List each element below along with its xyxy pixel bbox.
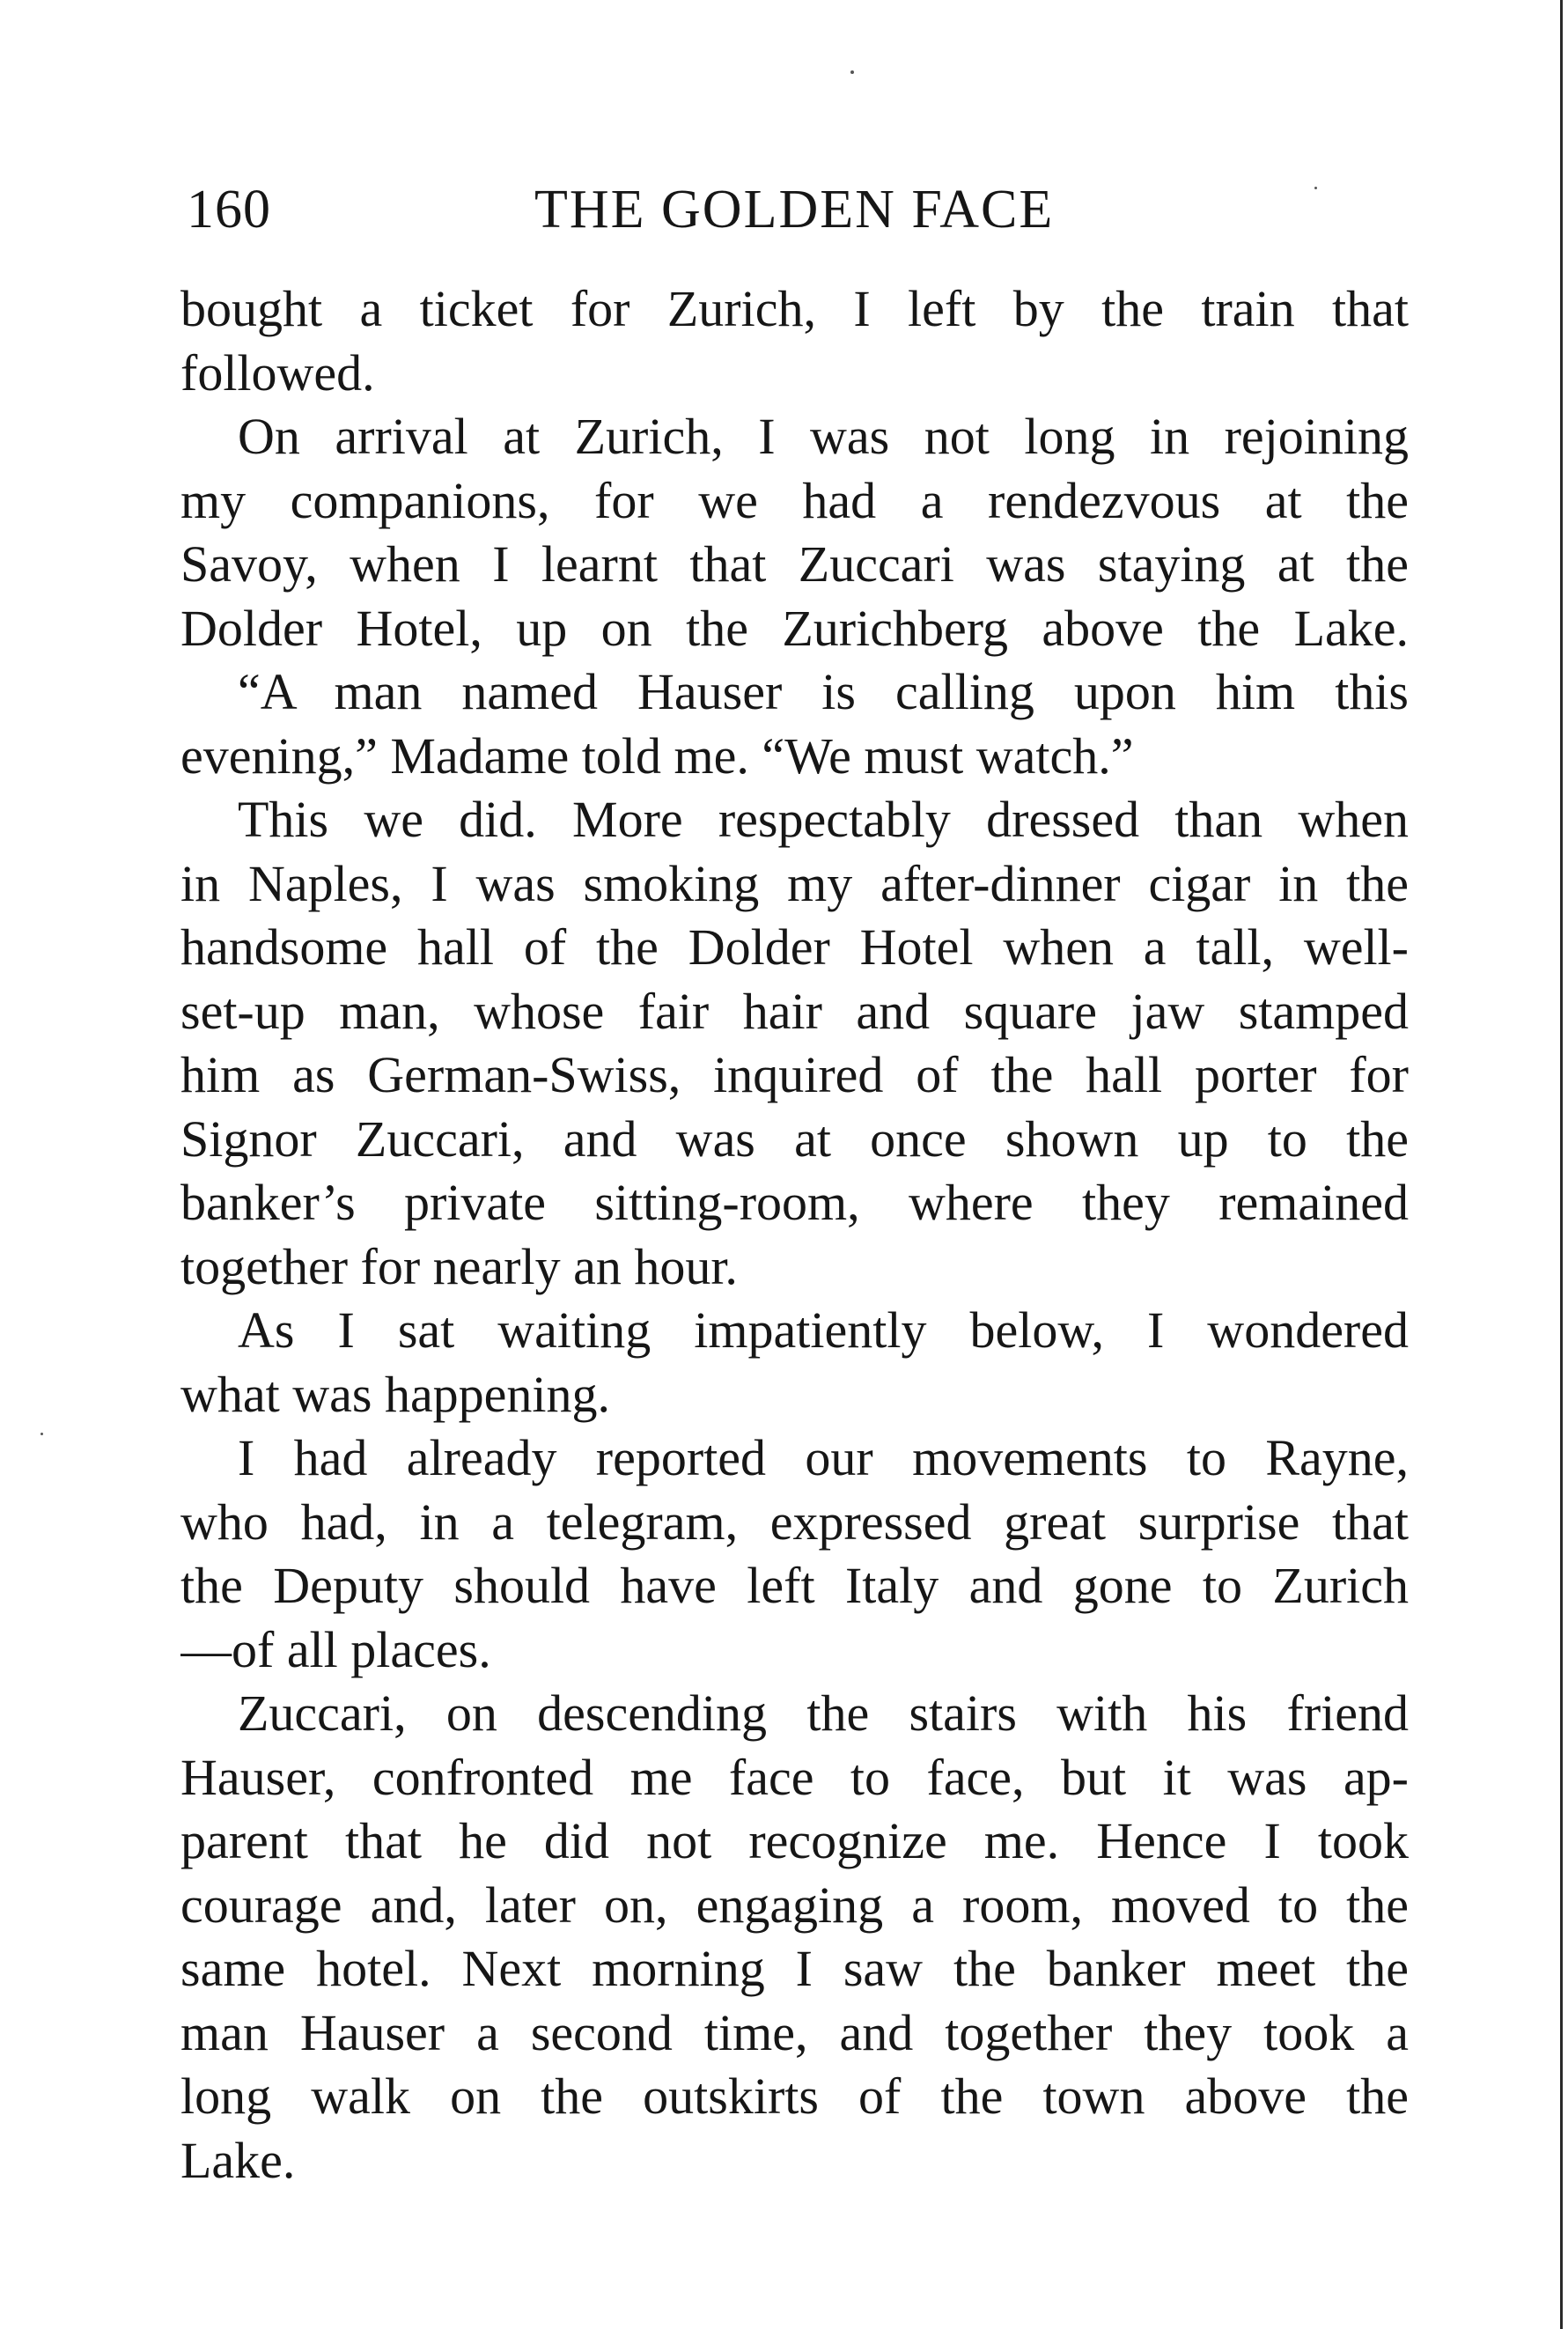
text-line: my companions, for we had a rendezvous at the <box>180 471 1409 529</box>
print-speck <box>40 1433 43 1435</box>
text-line: “A man named Hauser is calling upon him this <box>238 663 1409 720</box>
text-line: followed. <box>180 343 375 402</box>
text-line: courage and, later on, engaging a room, moved to the <box>180 1876 1409 1934</box>
text-line: Savoy, when I learnt that Zuccari was staying at the <box>180 535 1409 593</box>
text-line: As I sat waiting impatiently below, I wondered <box>238 1301 1409 1359</box>
text-line: him as German-Swiss, inquired of the hall porter for <box>180 1046 1409 1103</box>
text-line: same hotel. Next morning I saw the banker meet the <box>180 1940 1409 1997</box>
text-line: Zuccari, on descending the stairs with his friend <box>238 1684 1409 1742</box>
text-line: parent that he did not recognize me. Hence I took <box>180 1812 1409 1869</box>
text-line: what was happening. <box>180 1365 611 1423</box>
text-line: Hauser, confronted me face to face, but it was ap- <box>180 1748 1409 1806</box>
text-line: who had, in a telegram, expressed great surprise that <box>180 1492 1409 1551</box>
text-line: long walk on the outskirts of the town above the <box>180 2067 1409 2125</box>
running-title: THE GOLDEN FACE <box>534 180 1055 240</box>
text-line: in Naples, I was smoking my after-dinner cigar in the <box>180 854 1409 912</box>
text-line: —of all places. <box>180 1620 491 1678</box>
page-number: 160 <box>187 180 271 240</box>
text-line: banker’s private sitting-room, where they remained <box>180 1174 1409 1231</box>
body-text <box>180 277 1409 2193</box>
text-line: I had already reported our movements to Rayne, <box>238 1429 1409 1486</box>
print-speck <box>850 70 854 74</box>
text-line: together for nearly an hour. <box>180 1237 738 1295</box>
text-line: Signor Zuccari, and was at once shown up to the <box>180 1109 1409 1168</box>
text-line: the Deputy should have left Italy and gone to Zurich <box>180 1557 1409 1614</box>
text-line: handsome hall of the Dolder Hotel when a tall, well- <box>180 918 1409 976</box>
text-line: Lake. <box>180 2131 296 2189</box>
text-line: man Hauser a second time, and together they took a <box>180 2003 1409 2061</box>
text-line: Dolder Hotel, up on the Zurichberg above the Lake. <box>180 599 1409 657</box>
page-edge-line <box>1560 0 1563 2329</box>
text-line: bought a ticket for Zurich, I left by the train that <box>180 280 1409 337</box>
running-header <box>187 174 1410 245</box>
text-line: set-up man, whose fair hair and square jaw stamped <box>180 982 1409 1040</box>
text-line: This we did. More respectably dressed than when <box>238 791 1409 848</box>
text-line: evening,” Madame told me. “We must watch.” <box>180 726 1134 785</box>
text-line: On arrival at Zurich, I was not long in rejoining <box>238 408 1409 465</box>
